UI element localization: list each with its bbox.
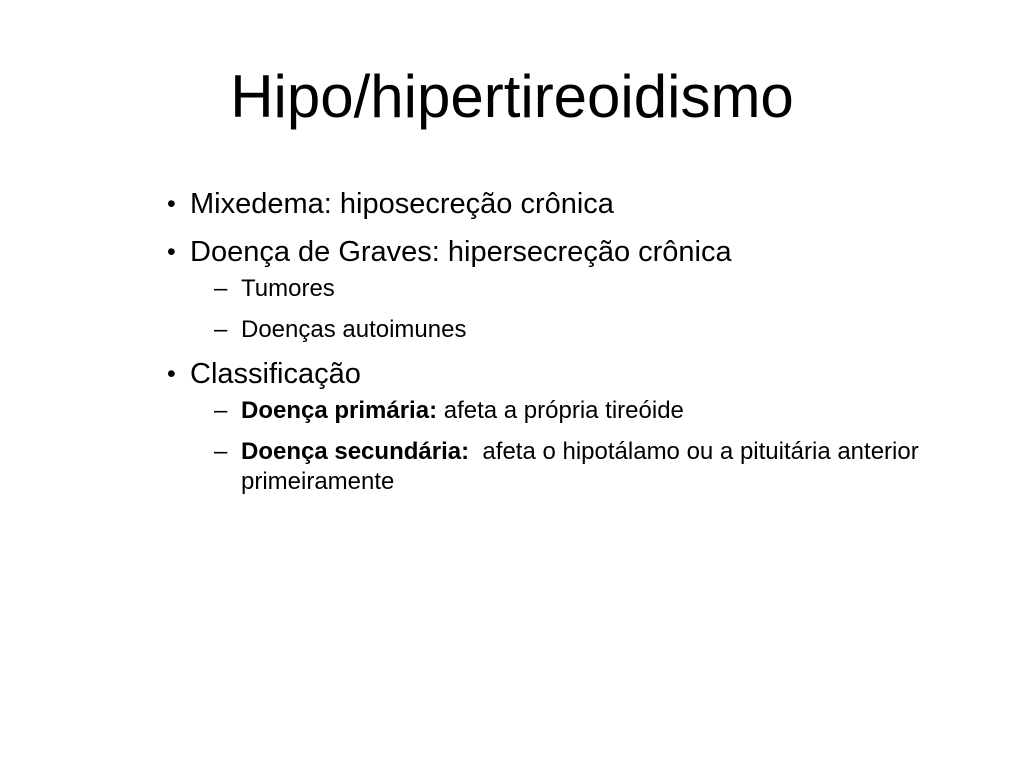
bullet-text: Classificação (190, 358, 361, 390)
sub-item-text: Doenças autoimunes (241, 316, 467, 343)
bullet-marker: • (167, 238, 176, 266)
bullet-marker: • (167, 360, 176, 388)
dash-marker: – (214, 438, 228, 465)
bullet-text: Doença de Graves: hipersecreção crônica (190, 236, 732, 268)
sub-item-tumores (164, 274, 954, 304)
bullet-list (164, 186, 954, 508)
sub-item-primaria (164, 396, 954, 426)
bullet-item-mixedema (164, 186, 954, 222)
sub-item-bold-label: Doença primária: (241, 397, 438, 424)
sub-item-autoimunes (164, 315, 954, 345)
sub-item-secundaria (164, 437, 954, 497)
sub-item-text: afeta o hipotálamo ou a pituitária anterior primeiramente (241, 438, 933, 495)
slide-title: Hipo/hipertireoidismo (230, 63, 794, 130)
sub-item-text: afeta a própria tireóide (437, 397, 684, 424)
sub-list-graves (164, 274, 954, 345)
sub-list-classificacao (164, 396, 954, 497)
bullet-marker: • (167, 190, 176, 218)
sub-item-bold-label: Doença secundária: (241, 438, 470, 465)
dash-marker: – (214, 275, 228, 302)
sub-item-text: Tumores (241, 275, 335, 302)
bullet-item-classificacao (164, 356, 954, 392)
bullet-text: Mixedema: hiposecreção crônica (190, 188, 614, 220)
dash-marker: – (214, 316, 228, 343)
dash-marker: – (214, 397, 228, 424)
bullet-item-graves (164, 234, 954, 270)
